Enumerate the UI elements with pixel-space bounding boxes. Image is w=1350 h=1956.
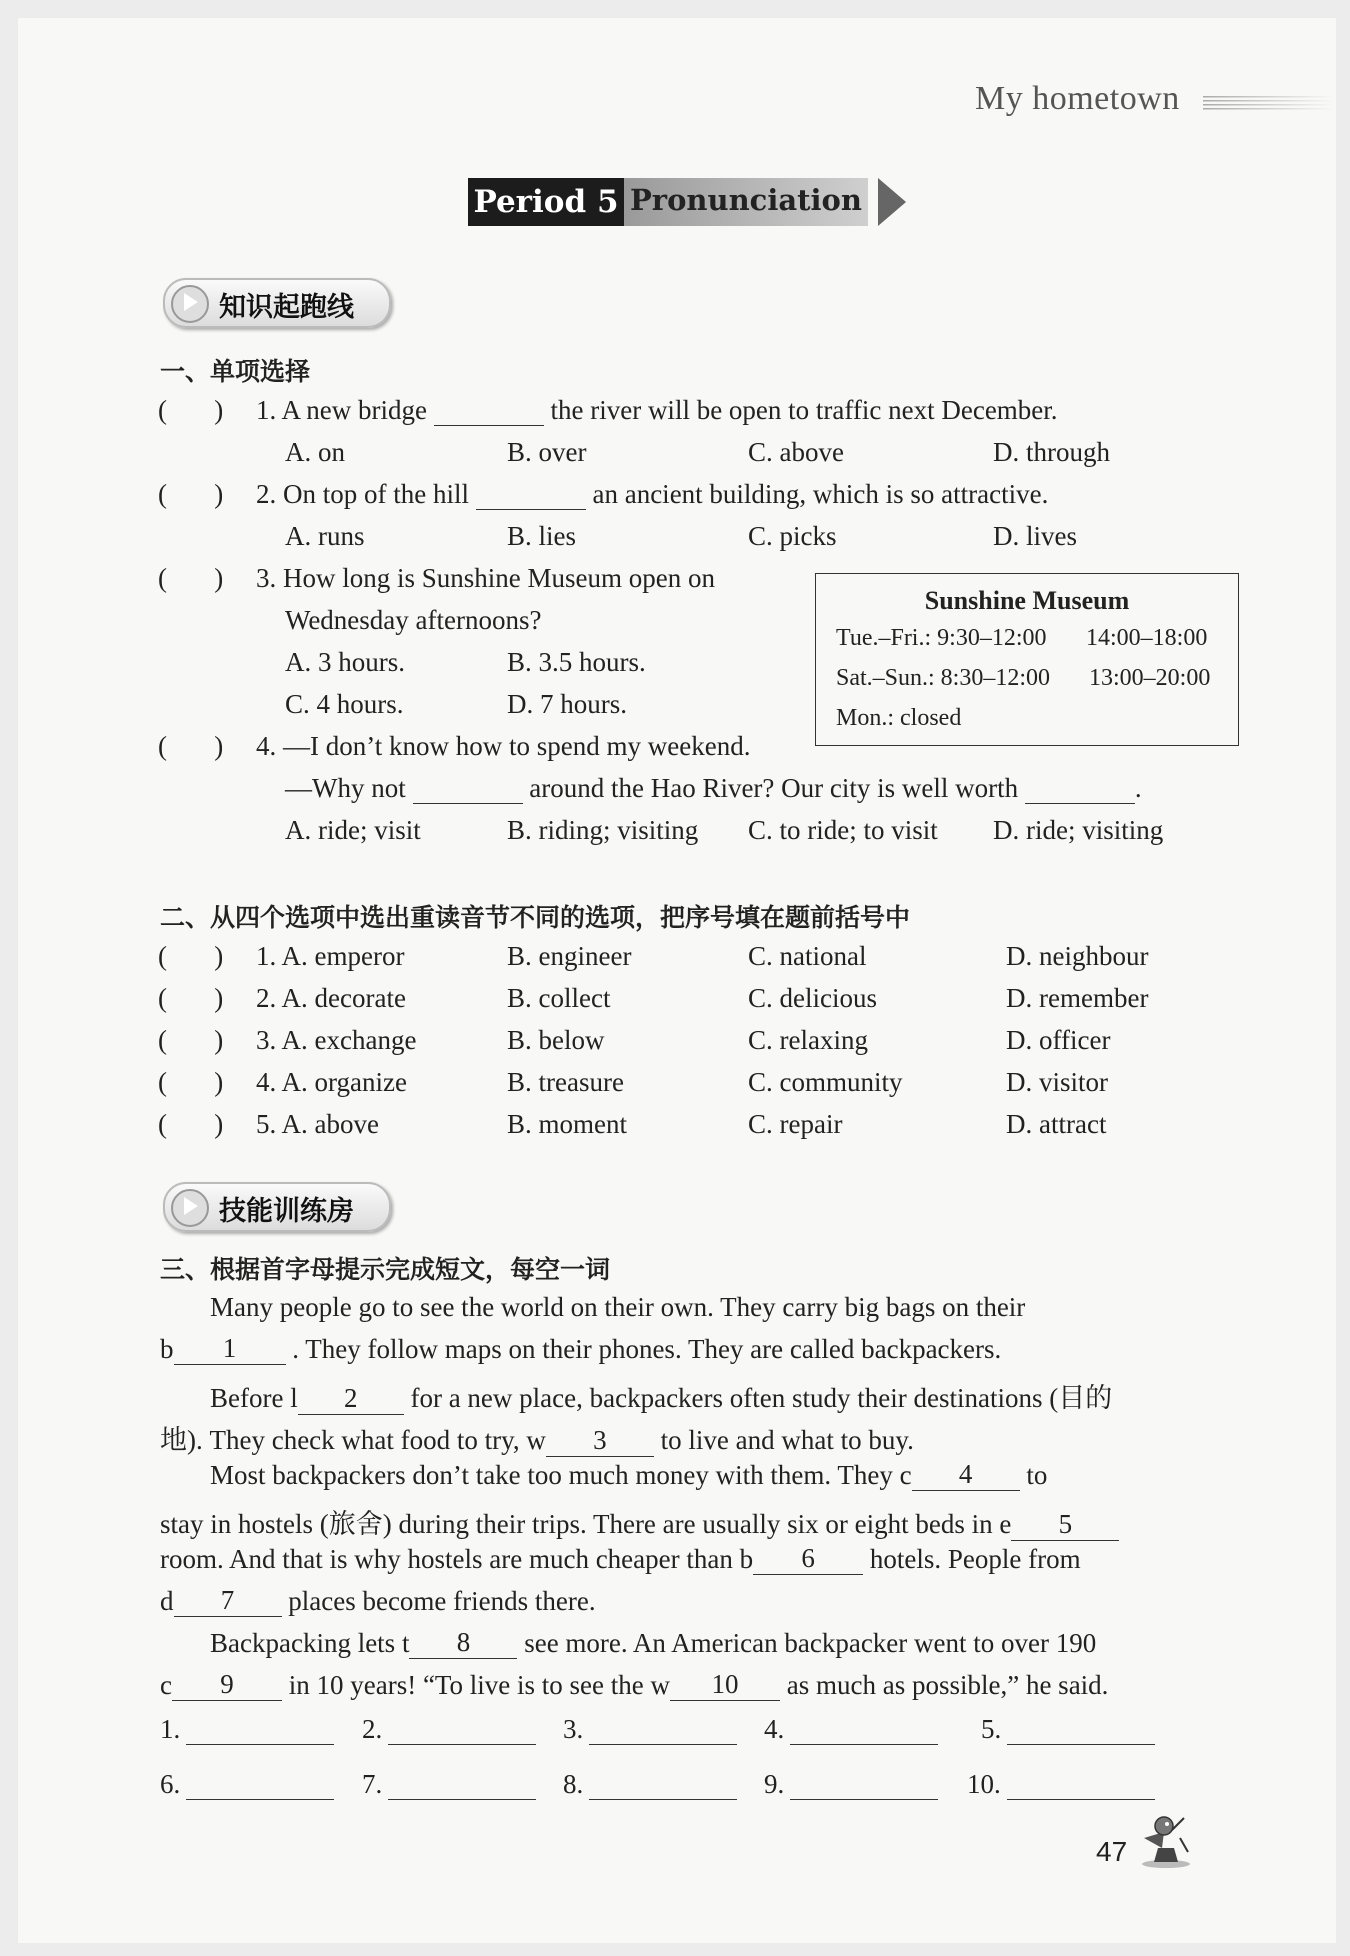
answer-number: 8. <box>563 1769 584 1799</box>
question-text: A new bridge <box>281 395 427 425</box>
answer-number: 5. <box>981 1714 1002 1744</box>
question-number: 3. <box>256 563 277 593</box>
answer-slot <box>764 1714 938 1745</box>
stress-row-option-b: B. below <box>507 1025 605 1055</box>
section-badge-knowledge <box>163 278 391 328</box>
play-triangle-icon <box>184 293 198 311</box>
question-text: —I don’t know how to spend my weekend. <box>283 731 751 761</box>
option-c: C. to ride; to visit <box>748 815 938 845</box>
passage-text: hotels. People from <box>869 1544 1081 1574</box>
answer-bracket[interactable]: ( ) <box>158 395 224 425</box>
answer-bracket[interactable]: ( ) <box>158 941 224 971</box>
answer-line[interactable] <box>1007 1769 1155 1800</box>
passage-text: Most backpackers don’t take too much money with them. They c <box>210 1460 912 1490</box>
passage-line <box>160 1418 914 1457</box>
passage-line <box>160 1586 596 1617</box>
answer-number: 7. <box>362 1769 383 1799</box>
passage-text: to <box>1026 1460 1048 1490</box>
passage-line <box>160 1544 1081 1575</box>
stress-row-option-d: D. visitor <box>1006 1067 1109 1097</box>
option-c: C. picks <box>748 521 837 551</box>
option-b: B. riding; visiting <box>507 815 699 845</box>
passage-text: 地). They check what food to try, w <box>160 1425 546 1455</box>
passage-text: to live and what to buy. <box>660 1425 914 1455</box>
cloze-blank-7[interactable]: 7 <box>174 1586 282 1617</box>
header-decoration <box>1203 96 1333 110</box>
museum-hours-weekday: Tue.–Fri.: 9:30–12:00 <box>836 625 1047 651</box>
question-text: How long is Sunshine Museum open on <box>283 563 715 593</box>
passage-text: stay in hostels (旅舍) during their trips. There are usually six or eight beds in e <box>160 1509 1012 1539</box>
answer-line[interactable] <box>790 1769 938 1800</box>
museum-hours-box <box>815 573 1239 746</box>
cloze-blank-10[interactable]: 10 <box>670 1670 780 1701</box>
question-text: around the Hao River? Our city is well worth <box>529 773 1019 803</box>
answer-slot <box>764 1769 938 1800</box>
answer-number: 6. <box>160 1769 181 1799</box>
stress-row-option-c: C. delicious <box>748 983 877 1013</box>
section-badge-skills <box>163 1182 391 1232</box>
stress-row-option-d: D. remember <box>1006 983 1149 1013</box>
answer-number: 4. <box>764 1714 785 1744</box>
question-number: 1. <box>256 395 277 425</box>
option-c: C. above <box>748 437 844 467</box>
option-d: D. 7 hours. <box>507 689 627 719</box>
answer-number: 1. <box>160 1714 181 1744</box>
passage-text: b <box>160 1334 174 1364</box>
part3-heading: 三、根据首字母提示完成短文，每空一词 <box>160 1255 611 1284</box>
answer-slot <box>563 1714 737 1745</box>
option-d: D. lives <box>993 521 1077 551</box>
question-3 <box>256 563 715 594</box>
page-number: 47 <box>1096 1836 1128 1867</box>
stress-row-option-c: C. community <box>748 1067 903 1097</box>
museum-title: Sunshine Museum <box>924 586 1130 615</box>
answer-slot <box>160 1769 334 1800</box>
answer-slot <box>160 1714 334 1745</box>
cloze-blank-4[interactable]: 4 <box>912 1460 1020 1491</box>
period-label: Period 5 <box>468 178 624 226</box>
answer-bracket[interactable]: ( ) <box>158 1025 224 1055</box>
answer-blank[interactable] <box>476 479 586 510</box>
cloze-blank-9[interactable]: 9 <box>172 1670 282 1701</box>
stress-row-option-d: D. neighbour <box>1006 941 1149 971</box>
stress-row-option-a: 4. A. organize <box>256 1067 407 1097</box>
answer-blank[interactable] <box>413 773 523 804</box>
passage-text: Before l <box>210 1383 298 1413</box>
passage-text: see more. An American backpacker went to over 190 <box>524 1628 1097 1658</box>
passage-text: as much as possible,” he said. <box>786 1670 1109 1700</box>
question-number: 4. <box>256 731 277 761</box>
passage-text: in 10 years! “To live is to see the w <box>288 1670 670 1700</box>
cloze-blank-5[interactable]: 5 <box>1011 1510 1119 1541</box>
answer-bracket[interactable]: ( ) <box>158 1109 224 1139</box>
play-triangle-icon <box>184 1197 198 1215</box>
cloze-blank-3[interactable]: 3 <box>546 1426 654 1457</box>
answer-number: 3. <box>563 1714 584 1744</box>
passage-line <box>160 1502 1119 1541</box>
passage-line <box>210 1628 1096 1659</box>
answer-slot <box>362 1714 536 1745</box>
option-a: A. 3 hours. <box>285 647 405 677</box>
passage-line: Many people go to see the world on their own. They carry big bags on their <box>210 1292 1026 1322</box>
passage-text: room. And that is why hostels are much cheaper than b <box>160 1544 754 1574</box>
option-a: A. runs <box>285 521 365 551</box>
passage-text: Backpacking lets t <box>210 1628 410 1658</box>
option-a: A. on <box>285 437 345 467</box>
section-badge-label: 知识起跑线 <box>219 292 354 323</box>
question-number: 2. <box>256 479 277 509</box>
answer-line[interactable] <box>388 1769 536 1800</box>
passage-text: for a new place, backpackers often study their destinations (目的 <box>410 1383 1113 1413</box>
passage-text: d <box>160 1586 174 1616</box>
answer-line[interactable] <box>589 1769 737 1800</box>
question-text: the river will be open to traffic next December. <box>550 395 1058 425</box>
stress-row-option-b: B. engineer <box>507 941 632 971</box>
answer-bracket[interactable]: ( ) <box>158 731 224 761</box>
answer-line[interactable] <box>790 1714 938 1745</box>
museum-hours-weekend: Sat.–Sun.: 8:30–12:00 <box>836 665 1051 691</box>
stress-row-option-a: 3. A. exchange <box>256 1025 417 1055</box>
question-text-cont <box>285 773 1142 804</box>
museum-hours-weekday-pm: 14:00–18:00 <box>1086 625 1208 651</box>
question-text: On top of the hill <box>283 479 469 509</box>
answer-bracket[interactable]: ( ) <box>158 983 224 1013</box>
section-badge-label: 技能训练房 <box>219 1196 354 1227</box>
cloze-blank-8[interactable]: 8 <box>409 1628 517 1659</box>
cloze-blank-6[interactable]: 6 <box>753 1544 863 1575</box>
question-text: an ancient building, which is so attractive. <box>592 479 1049 509</box>
period-topic: Pronunciation <box>624 178 868 226</box>
option-b: B. lies <box>507 521 577 551</box>
passage-text: . They follow maps on their phones. They are called backpackers. <box>292 1334 1002 1364</box>
answer-blank[interactable] <box>434 395 544 426</box>
museum-hours-monday: Mon.: closed <box>836 705 962 731</box>
answer-bracket[interactable]: ( ) <box>158 563 224 593</box>
stress-row-option-d: D. attract <box>1006 1109 1107 1139</box>
option-a: A. ride; visit <box>285 815 421 845</box>
answer-bracket[interactable]: ( ) <box>158 479 224 509</box>
answer-slot <box>981 1714 1155 1745</box>
answer-slot <box>362 1769 536 1800</box>
stress-row-option-c: C. relaxing <box>748 1025 868 1055</box>
question-text: —Why not <box>285 773 406 803</box>
answer-line[interactable] <box>186 1769 334 1800</box>
stress-row-option-c: C. repair <box>748 1109 843 1139</box>
option-b: B. over <box>507 437 587 467</box>
cloze-blank-2[interactable]: 2 <box>298 1384 404 1415</box>
stress-row-option-b: B. collect <box>507 983 611 1013</box>
answer-line[interactable] <box>388 1714 536 1745</box>
stress-row-option-a: 1. A. emperor <box>256 941 405 971</box>
answer-blank[interactable] <box>1025 773 1135 804</box>
answer-bracket[interactable]: ( ) <box>158 1067 224 1097</box>
answer-slot <box>967 1769 1155 1800</box>
cloze-blank-1[interactable]: 1 <box>174 1334 286 1365</box>
question-text: . <box>1134 773 1142 803</box>
passage-line <box>160 1334 1001 1365</box>
answer-number: 9. <box>764 1769 785 1799</box>
option-d: D. ride; visiting <box>993 815 1164 845</box>
part1-heading: 一、单项选择 <box>160 357 311 386</box>
banner-arrow-icon <box>878 178 906 226</box>
answer-line[interactable] <box>1007 1714 1155 1745</box>
option-c: C. 4 hours. <box>285 689 404 719</box>
option-d: D. through <box>993 437 1110 467</box>
stress-row-option-a: 5. A. above <box>256 1109 379 1139</box>
running-header: My hometown <box>975 80 1180 117</box>
stress-row-option-d: D. officer <box>1006 1025 1111 1055</box>
mascot-icon <box>1136 1808 1192 1870</box>
passage-line <box>160 1670 1108 1701</box>
passage-line <box>210 1376 1112 1415</box>
answer-line[interactable] <box>186 1714 334 1745</box>
part2-heading: 二、从四个选项中选出重读音节不同的选项，把序号填在题前括号中 <box>160 903 911 932</box>
question-1 <box>256 395 1058 426</box>
museum-hours-weekend-pm: 13:00–20:00 <box>1089 665 1211 691</box>
passage-line <box>210 1460 1047 1491</box>
stress-row-option-b: B. treasure <box>507 1067 624 1097</box>
question-text-cont: Wednesday afternoons? <box>285 605 542 635</box>
question-4 <box>256 731 750 762</box>
stress-row-option-c: C. national <box>748 941 867 971</box>
option-b: B. 3.5 hours. <box>507 647 646 677</box>
answer-slot <box>563 1769 737 1800</box>
answer-number: 2. <box>362 1714 383 1744</box>
stress-row-option-b: B. moment <box>507 1109 627 1139</box>
passage-text: places become friends there. <box>288 1586 596 1616</box>
answer-line[interactable] <box>589 1714 737 1745</box>
stress-row-option-a: 2. A. decorate <box>256 983 406 1013</box>
passage-text: c <box>160 1670 172 1700</box>
question-2 <box>256 479 1048 510</box>
answer-number: 10. <box>967 1769 1001 1799</box>
